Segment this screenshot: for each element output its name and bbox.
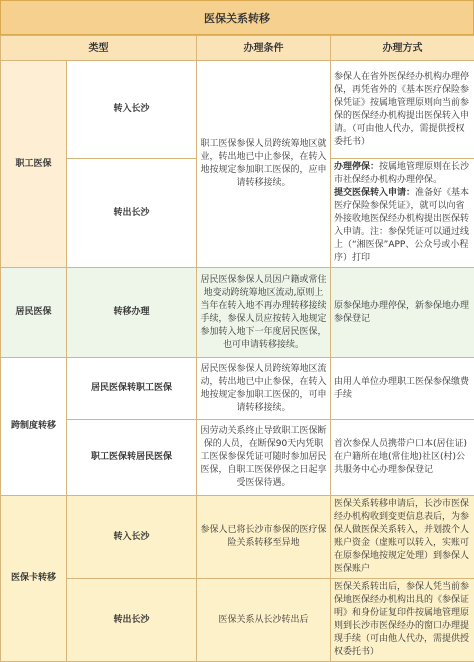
table-row [1,268,474,358]
card-condition-in: 参保人已将长沙市参保的医疗保险关系转移至异地 [197,496,331,579]
header-method: 办理方式 [331,36,474,61]
stop-text: 按属地管理原则在长沙市社保经办机构办理停保。 [334,162,469,185]
card-transfer-out: 转出长沙 [67,579,197,662]
header-row [1,36,474,61]
transfer-table [0,35,474,662]
card-method-out: 医保关系转出后，参保人凭当前参保地医保经办机构出具的《参保证明》和身份证复印件按属地管理原则到长沙市医保经办的窗口办理提现手续（可由他人代办，需提供授权委托书） [331,579,474,662]
table-row [1,420,474,496]
header-condition: 办理条件 [197,36,331,61]
worker-method-in: 参保人在省外医保经办机构办理停保，再凭省外的《基本医疗保险参保凭证》按属地管理原则向当前参保的医保经办机构提出医保转入申请。（可由他人代办，需提供授权委托书） [331,61,474,159]
submit-text: 准备好《基本医疗保险参保凭证》，就可以向省外接收地医保经办机构提出医保转入申请。注：参保凭证可以通过线上（“湘医保”APP、公众号或小程序）打印 [334,188,469,263]
table-row [1,61,474,159]
resident-sub: 转移办理 [67,268,197,358]
page-title: 医保关系转移 [0,0,474,35]
cross-method-2: 首次参保人员携带户口本(居住证)在户籍所在地(常住地)社区(村)公共服务中心办理参保登记 [331,420,474,496]
cross-condition-1: 居民医保参保人员跨统筹地区流动，转出地已中止参保，在转入地按规定参加职工医保的，可申请转移接续。 [197,358,331,420]
group-cross: 跨制度转移 [1,358,67,496]
resident-condition: 居民医保参保人员因户籍或常住地变动跨统筹地区流动,原则上当年在转入地不再办理转移接续手续，参保人员应按转入地规定参加转入地下一年度居民医保，也可申请转移接续。 [197,268,331,358]
resident-method: 原参保地办理停保，新参保地办理参保登记 [331,268,474,358]
group-resident: 居民医保 [1,268,67,358]
card-method-in: 医保关系转移申请后，长沙市医保经办机构收到变更信息表后，为参保人做医保关系转入，并划拨个人账户资金（虚账可以转入，实账可在原参保地按规定处理）到参保人医保账户 [331,496,474,579]
table-row [1,579,474,662]
card-condition-out: 医保关系从长沙转出后 [197,579,331,662]
group-worker: 职工医保 [1,61,67,268]
cross-condition-2: 因劳动关系终止导致职工医保断保的人员，在断保90天内凭职工医保参保凭证可随时参加居民医保，自职工医保停保之日起享受医保待遇。 [197,420,331,496]
stop-label: 办理停保： [334,162,379,172]
cross-sub-2: 职工医保转居民医保 [67,420,197,496]
worker-condition: 职工医保参保人员跨统筹地区就业，转出地已中止参保，在转入地按规定参加职工医保的，应申请转移接续。 [197,61,331,268]
card-transfer-in: 转入长沙 [67,496,197,579]
table-row [1,496,474,579]
cross-sub-1: 居民医保转职工医保 [67,358,197,420]
cross-method-1: 由用人单位办理职工医保参保缴费手续 [331,358,474,420]
submit-label: 提交医保转入申请： [334,188,415,198]
table-row [1,358,474,420]
group-card: 医保卡转移 [1,496,67,662]
worker-method-out [331,159,474,268]
header-type: 类型 [1,36,197,61]
worker-transfer-out: 转出长沙 [67,159,197,268]
worker-transfer-in: 转入长沙 [67,61,197,159]
